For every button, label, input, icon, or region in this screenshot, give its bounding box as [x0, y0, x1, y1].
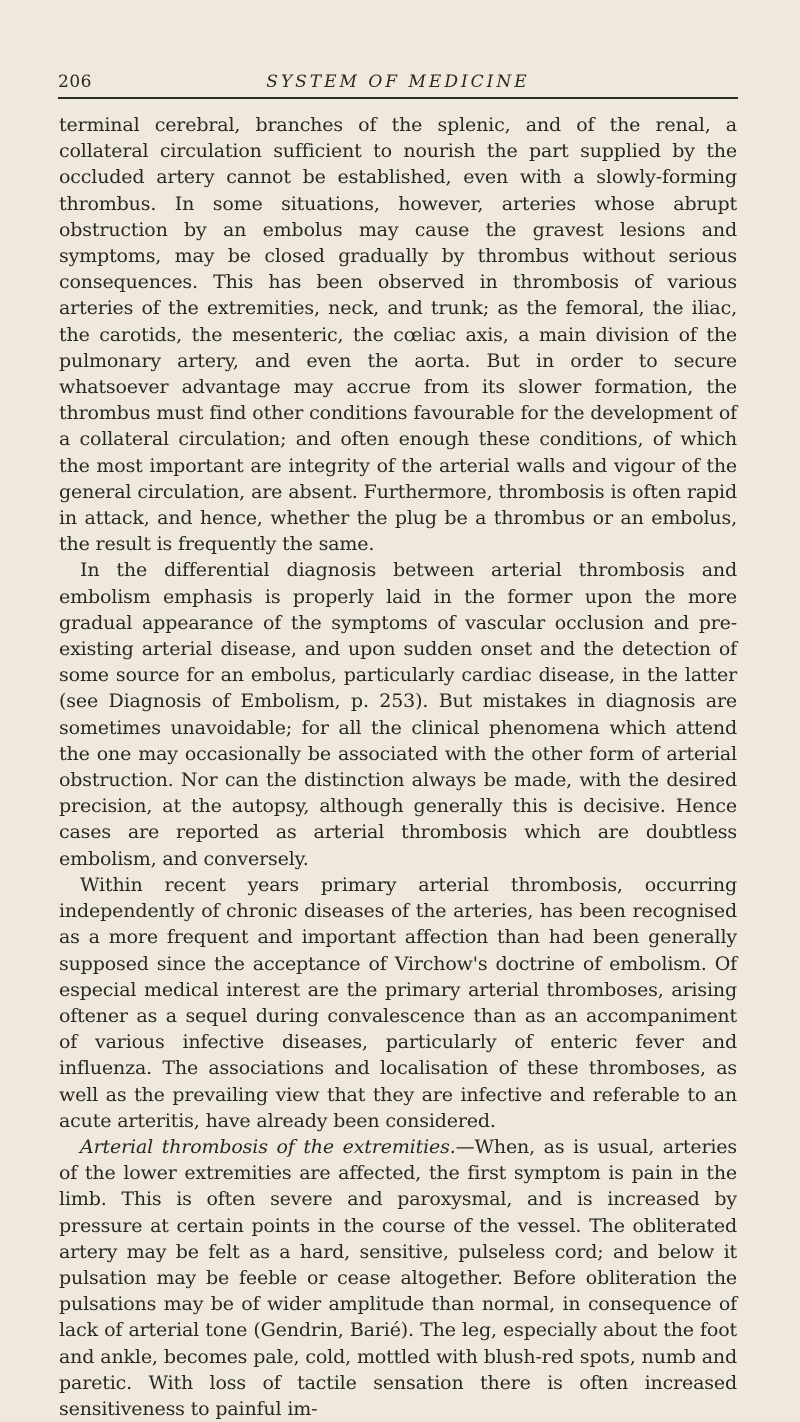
page-number: 206 [58, 72, 92, 92]
paragraph-text: Within recent years primary arterial thrombosis, occurring independently of chronic diseases of the arteries, has been recognised as a more frequent and important affection than had been generally supposed since the acceptance of Virchow's doctrine of embolism. Of especial medical interest are the primary arterial thromboses, arising oftener as a sequel during convalescence than as an accompaniment of various infective diseases, particularly of enteric fever and influenza. The associations and localisation of these thromboses, as well as the prevailing view that they are infective and referable to an acute arteritis, have already been considered. [59, 873, 737, 1132]
section-heading: Arterial thrombosis of the extremities. [80, 1135, 456, 1158]
paragraph-extremities [59, 1134, 737, 1422]
paragraph-text: In the differential diagnosis between arterial thrombosis and embolism emphasis is properly laid in the former upon the more gradual appearance of the symptoms of vascular occlusion and pre-existing arterial disease, and upon sudden onset and the detection of some source for an embolus, particularly cardiac disease, in the latter (see Diagnosis of Embolism, p. 253). But mistakes in diagnosis are sometimes unavoidable; for all the clinical phenomena which attend the one may occasionally be associated with the other form of arterial obstruction. Nor can the distinction always be made, with the desired precision, at the autopsy, although generally this is decisive. Hence cases are reported as arterial thrombosis which are doubtless embolism, and conversely. [59, 559, 737, 870]
paragraph-continuation [59, 112, 737, 557]
running-head [58, 70, 738, 98]
running-title: SYSTEM OF MEDICINE [266, 72, 530, 92]
header-rule [58, 97, 738, 99]
body-text [59, 112, 737, 1422]
paragraph-primary-thrombosis [59, 872, 737, 1134]
paragraph-text: terminal cerebral, branches of the splenic, and of the renal, a collateral circulation sufficient to nourish the part supplied by the occluded artery cannot be established, even with a slowly-forming thrombus. In some situations, however, arteries whose abrupt obstruction by an embolus may cause the gravest lesions and symptoms, may be closed gradually by thrombus without serious consequences. This has been observed in thrombosis of various arteries of the extremities, neck, and trunk; as the femoral, the iliac, the carotids, the mesenteric, the cœliac axis, a main division of the pulmonary artery, and even the aorta. But in order to secure whatsoever advantage may accrue from its slower formation, the thrombus must find other conditions favourable for the development of a collateral circulation; and often enough these conditions, of which the most important are integrity of the arterial walls and vigour of the general circulation, are absent. Furthermore, thrombosis is often rapid in attack, and hence, whether the plug be a thrombus or an embolus, the result is frequently the same. [59, 114, 737, 556]
paragraph-text: —When, as is usual, arteries of the lower extremities are affected, the first symptom is pain in the limb. This is often severe and paroxysmal, and is increased by pressure at certain points in the course of the vessel. The obliterated artery may be felt as a hard, sensitive, pulseless cord; and below it pulsation may be feeble or cease altogether. Before obliteration the pulsations may be of wider amplitude than normal, in consequence of lack of arterial tone (Gendrin, Barié). The leg, especially about the foot and ankle, becomes pale, cold, mottled with blush-red spots, numb and paretic. With loss of tactile sensation there is often increased sensitiveness to painful im- [59, 1135, 738, 1420]
paragraph-differential-diagnosis [59, 557, 737, 871]
